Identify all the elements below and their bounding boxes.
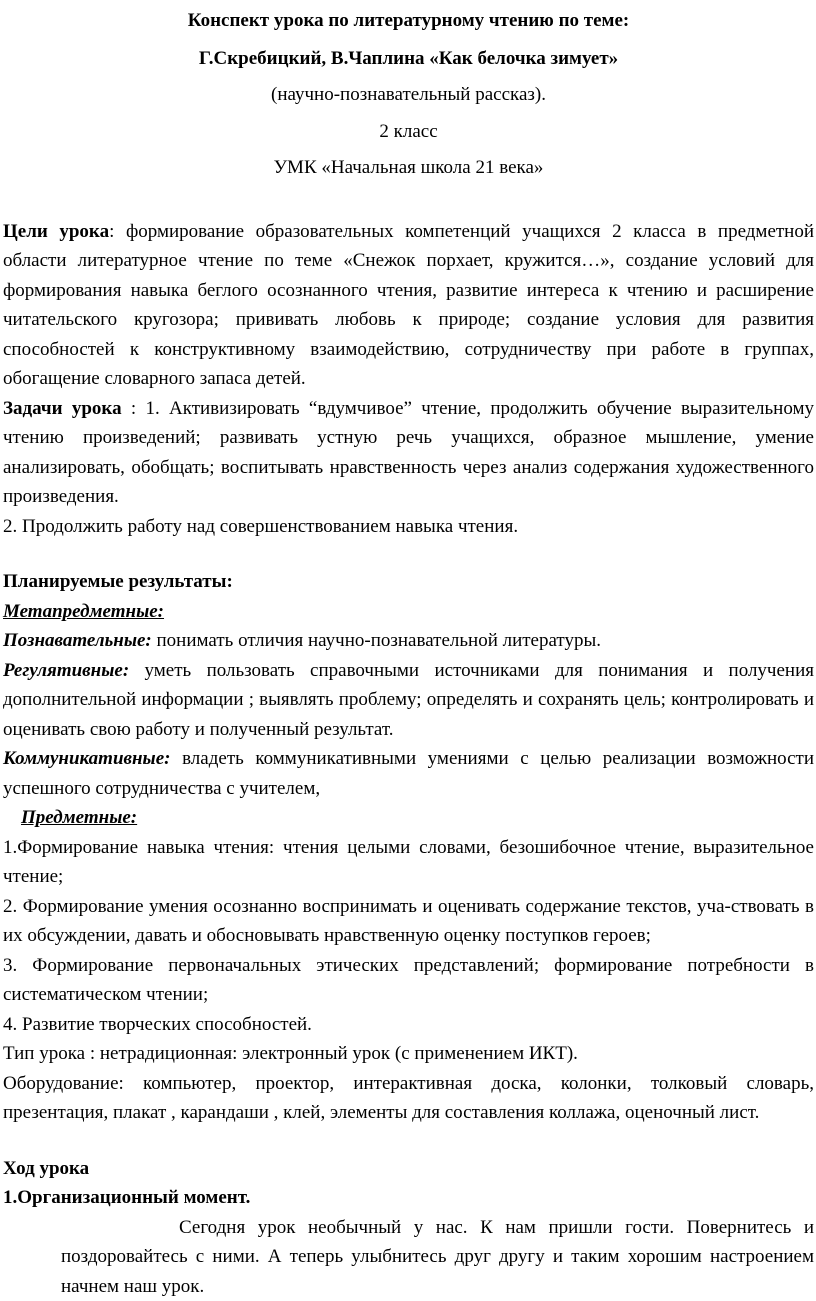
tasks-paragraph bbox=[3, 394, 814, 512]
goals-paragraph bbox=[3, 217, 814, 394]
meta-heading: Метапредметные: bbox=[3, 597, 814, 627]
communicative-text: владеть коммуникативными умениями с целью реализации возможности успешного сотрудничества с учителем, bbox=[3, 748, 814, 799]
lesson-type: Тип урока : нетрадиционная: электронный урок (с применением ИКТ). bbox=[3, 1039, 814, 1069]
regulatory-paragraph bbox=[3, 656, 814, 745]
umk-line: УМК «Начальная школа 21 века» bbox=[3, 153, 814, 183]
communicative-paragraph bbox=[3, 744, 814, 803]
goals-text: : формирование образовательных компетенций учащихся 2 класса в предметной области литературное чтение по теме «Снежок порхает, кружится…», создание условий для формирования навыка беглого осознанного чтения, развитие интереса к чтению и расширение читательского кругозора; прививать любовь к природе; создание условия для развития способностей к конструктивному взаимодействию, сотрудничеству при работе в группах, обогащение словарного запаса детей. bbox=[3, 221, 814, 390]
tasks-label: Задачи урока bbox=[3, 398, 122, 419]
title-line-2: Г.Скребицкий, В.Чаплина «Как белочка зимует» bbox=[3, 44, 814, 74]
cognitive-paragraph bbox=[3, 626, 814, 656]
subject-item: 4. Развитие творческих способностей. bbox=[3, 1010, 814, 1040]
goals-label: Цели урока bbox=[3, 221, 109, 242]
regulatory-text: уметь пользовать справочными источниками для понимания и получения дополнительной информации ; выявлять проблему; определять и сохранять цель; контролировать и оценивать свою работу и полученный результат. bbox=[3, 660, 814, 740]
subject-heading-row bbox=[3, 803, 814, 833]
tasks-text: : 1. Активизировать “вдумчивое” чтение, продолжить обучение выразительному чтению произведений; развивать устную речь учащихся, образное мышление, умение анализировать, обобщать; воспитывать нравственность через анализ содержания художественного произведения. bbox=[3, 398, 814, 508]
genre-line: (научно-познавательный рассказ). bbox=[3, 80, 814, 110]
regulatory-label: Регулятивные: bbox=[3, 660, 129, 681]
stage-1-text: Сегодня урок необычный у нас. К нам пришли гости. Повернитесь и поздоровайтесь с ними. А теперь улыбнитесь друг другу и таким хорошим настроением начнем наш урок. bbox=[61, 1213, 814, 1301]
progress-heading: Ход урока bbox=[3, 1154, 814, 1184]
subject-item: 3. Формирование первоначальных этических представлений; формирование потребности в систематическом чтении; bbox=[3, 951, 814, 1010]
title-line-1: Конспект урока по литературному чтению по теме: bbox=[3, 6, 814, 36]
cognitive-text: понимать отличия научно-познавательной литературы. bbox=[152, 630, 601, 651]
grade-line: 2 класс bbox=[3, 117, 814, 147]
cognitive-label: Познавательные: bbox=[3, 630, 152, 651]
communicative-label: Коммуникативные: bbox=[3, 748, 171, 769]
subject-item: 1.Формирование навыка чтения: чтения целыми словами, безошибочное чтение, выразительное чтение; bbox=[3, 833, 814, 892]
equipment-paragraph: Оборудование: компьютер, проектор, интерактивная доска, колонки, толковый словарь, презентация, плакат , карандаши , клей, элементы для составления коллажа, оценочный лист. bbox=[3, 1069, 814, 1128]
stage-1-heading: 1.Организационный момент. bbox=[3, 1183, 814, 1213]
results-heading: Планируемые результаты: bbox=[3, 567, 814, 597]
subject-item: 2. Формирование умения осознанно воспринимать и оценивать содержание текстов, уча-ствовать в их обсуждении, давать и обосновывать нравственную оценку поступков героев; bbox=[3, 892, 814, 951]
subject-heading: Предметные: bbox=[21, 807, 137, 828]
tasks-item-2: 2. Продолжить работу над совершенствованием навыка чтения. bbox=[3, 512, 814, 542]
